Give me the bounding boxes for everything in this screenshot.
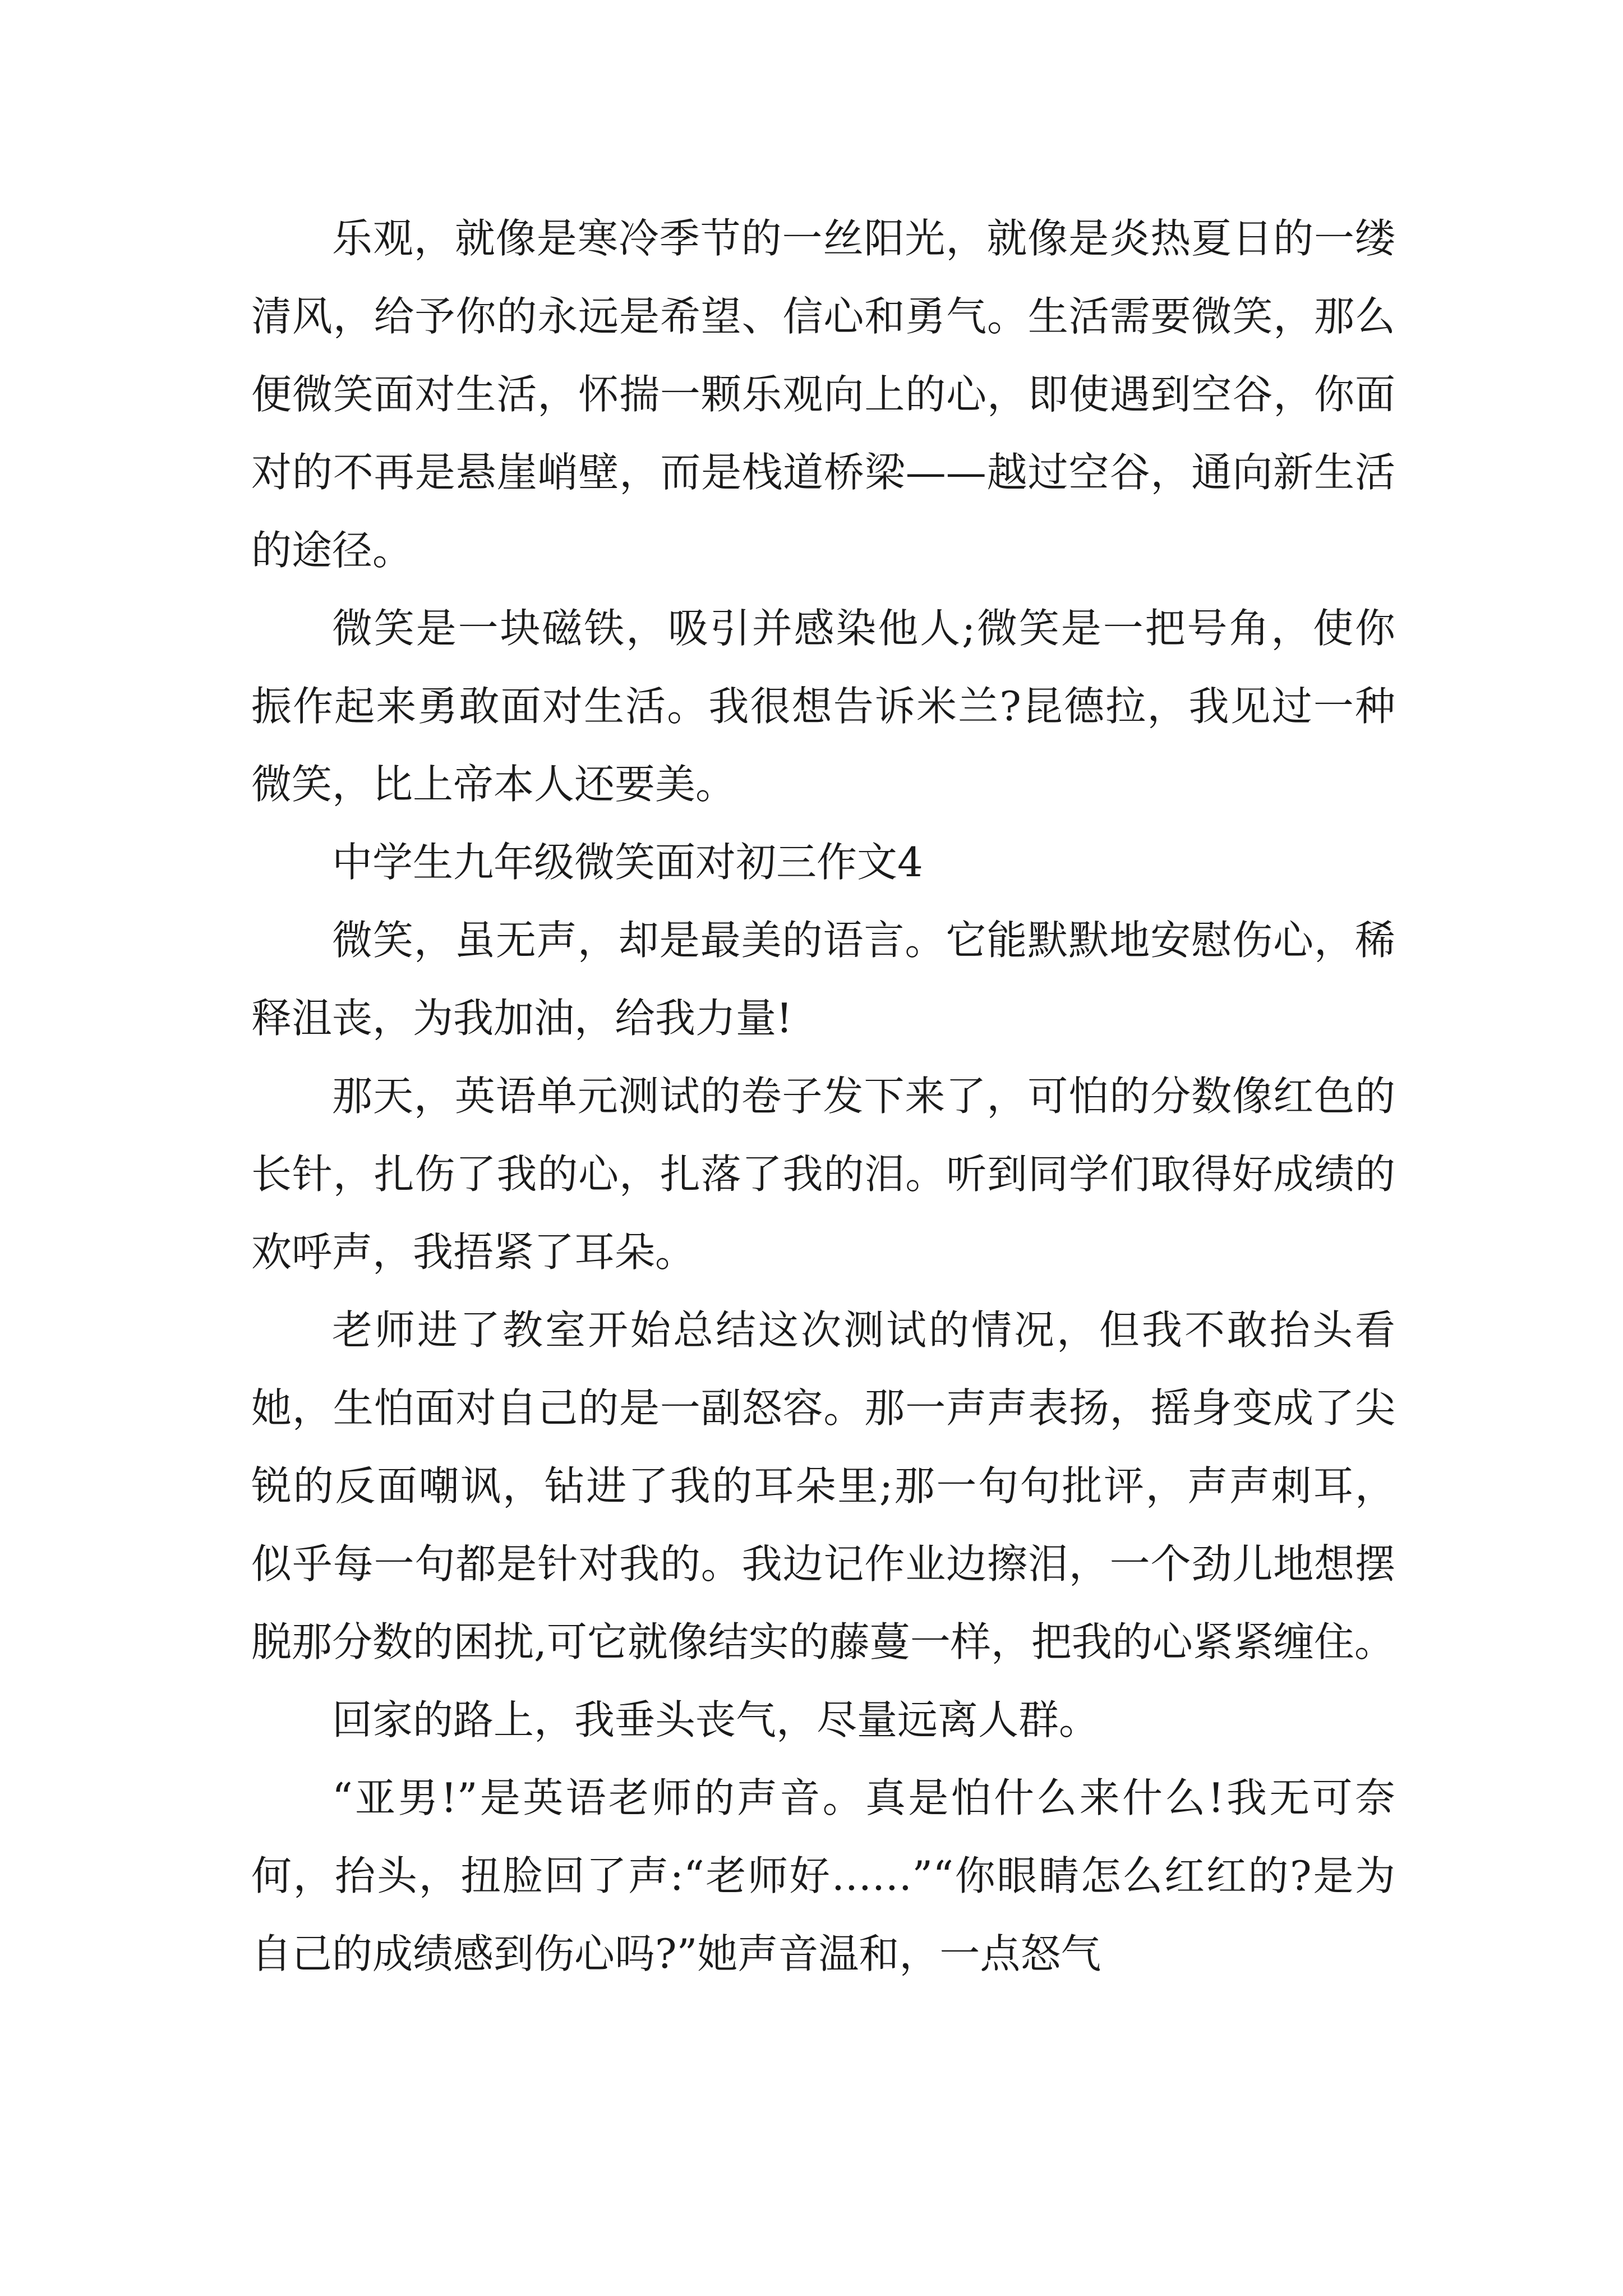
paragraph: 回家的路上，我垂头丧气，尽量远离人群。 [332, 1696, 1100, 1743]
paragraph: 微笑是一块磁铁，吸引并感染他人;微笑是一把号角，使你振作起来勇敢面对生活。我很想告诉米兰?昆德拉，我见过一种微笑，比上帝本人还要美。 [251, 605, 1395, 808]
paragraph: 微笑，虽无声，却是最美的语言。它能默默地安慰伤心，稀释沮丧，为我加油，给我力量! [251, 917, 1395, 1042]
paragraph: 乐观，就像是寒冷季节的一丝阳光，就像是炎热夏日的一缕清风，给予你的永远是希望、信心和勇气。生活需要微笑，那么便微笑面对生活，怀揣一颗乐观向上的心，即使遇到空谷，你面对的不再是悬崖峭壁，而是栈道桥梁——越过空谷，通向新生活的途径。 [251, 215, 1395, 574]
paragraph: 那天，英语单元测试的卷子发下来了，可怕的分数像红色的长针，扎伤了我的心，扎落了我的泪。听到同学们取得好成绩的欢呼声，我捂紧了耳朵。 [251, 1073, 1395, 1276]
section-heading: 中学生九年级微笑面对初三作文4 [332, 839, 923, 886]
paragraph: 老师进了教室开始总结这次测试的情况，但我不敢抬头看她，生怕面对自己的是一副怒容。那一声声表扬，摇身变成了尖锐的反面嘲讽，钻进了我的耳朵里;那一句句批评，声声刺耳，似乎每一句都是针对我的。我边记作业边擦泪，一个劲儿地想摆脱那分数的困扰,可它就像结实的藤蔓一样，把我的心紧紧缠住。 [251, 1306, 1395, 1665]
body-text [251, 200, 1395, 1993]
paragraph: “亚男!”是英语老师的声音。真是怕什么来什么!我无可奈何，抬头，扭脸回了声:“老师好……”“你眼睛怎么红红的?是为自己的成绩感到伤心吗?”她声音温和，一点怒气 [251, 1774, 1395, 1977]
